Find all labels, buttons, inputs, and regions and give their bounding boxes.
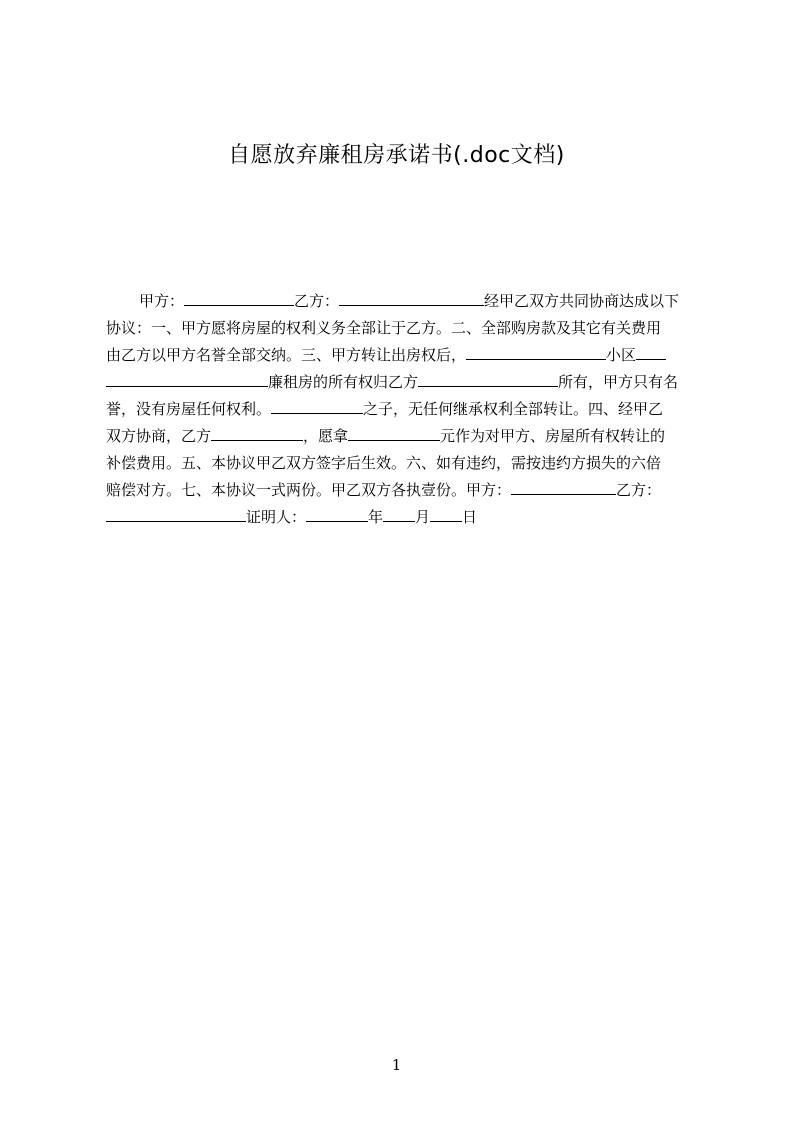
body-text: 日	[462, 508, 478, 526]
body-text: 甲方：	[139, 292, 185, 310]
fill-in-blank	[271, 400, 363, 414]
body-text: 之子，无任何继承权利全部转让。四、经甲乙	[363, 400, 664, 418]
body-text: 廉租房的所有权归乙方	[268, 373, 419, 391]
body-line	[106, 342, 698, 369]
body-text: 所有，甲方只有名	[558, 373, 679, 391]
fill-in-blank	[511, 481, 616, 495]
body-line	[106, 369, 698, 396]
body-text: ，愿拿	[303, 427, 349, 445]
body-text: 经甲乙双方共同协商达成以下	[484, 292, 680, 310]
agreement-body	[106, 288, 698, 531]
body-text: 乙方：	[616, 481, 662, 499]
fill-in-blank	[466, 346, 606, 360]
fill-in-blank	[106, 508, 246, 522]
body-line	[106, 396, 698, 423]
fill-in-blank	[106, 373, 268, 387]
body-text: 赔偿对方。七、本协议一式两份。甲乙双方各执壹份。甲方：	[106, 481, 512, 499]
fill-in-blank	[636, 346, 666, 360]
page-number: 1	[391, 1056, 402, 1074]
body-text: 小区	[606, 346, 637, 364]
body-text: 元作为对甲方、房屋所有权转让的	[440, 427, 666, 445]
body-text: 由乙方以甲方名誉全部交纳。三、甲方转让出房权后，	[106, 346, 467, 364]
body-line	[106, 450, 698, 477]
body-text: 补偿费用。五、本协议甲乙双方签字后生效。六、如有违约，需按违约方损失的六倍	[106, 454, 662, 472]
fill-in-blank	[348, 427, 440, 441]
body-line	[106, 504, 698, 531]
body-text: 乙方：	[294, 292, 340, 310]
body-line	[106, 423, 698, 450]
body-text: 协议：一、甲方愿将房屋的权利义务全部让于乙方。二、全部购房款及其它有关费用	[106, 319, 662, 337]
body-text: 年	[368, 508, 384, 526]
body-text: 双方协商，乙方	[106, 427, 212, 445]
fill-in-blank	[211, 427, 303, 441]
body-line	[106, 315, 698, 342]
fill-in-blank	[339, 292, 484, 306]
fill-in-blank	[306, 508, 368, 522]
fill-in-blank	[184, 292, 294, 306]
fill-in-blank	[418, 373, 558, 387]
body-text: 誉，没有房屋任何权利。	[106, 400, 272, 418]
fill-in-blank	[383, 508, 415, 522]
body-line	[106, 288, 698, 315]
fill-in-blank	[430, 508, 462, 522]
body-line	[106, 477, 698, 504]
document-title: 自愿放弃廉租房承诺书(.doc文档)	[228, 143, 565, 168]
body-text: 证明人：	[246, 508, 307, 526]
body-text: 月	[415, 508, 431, 526]
